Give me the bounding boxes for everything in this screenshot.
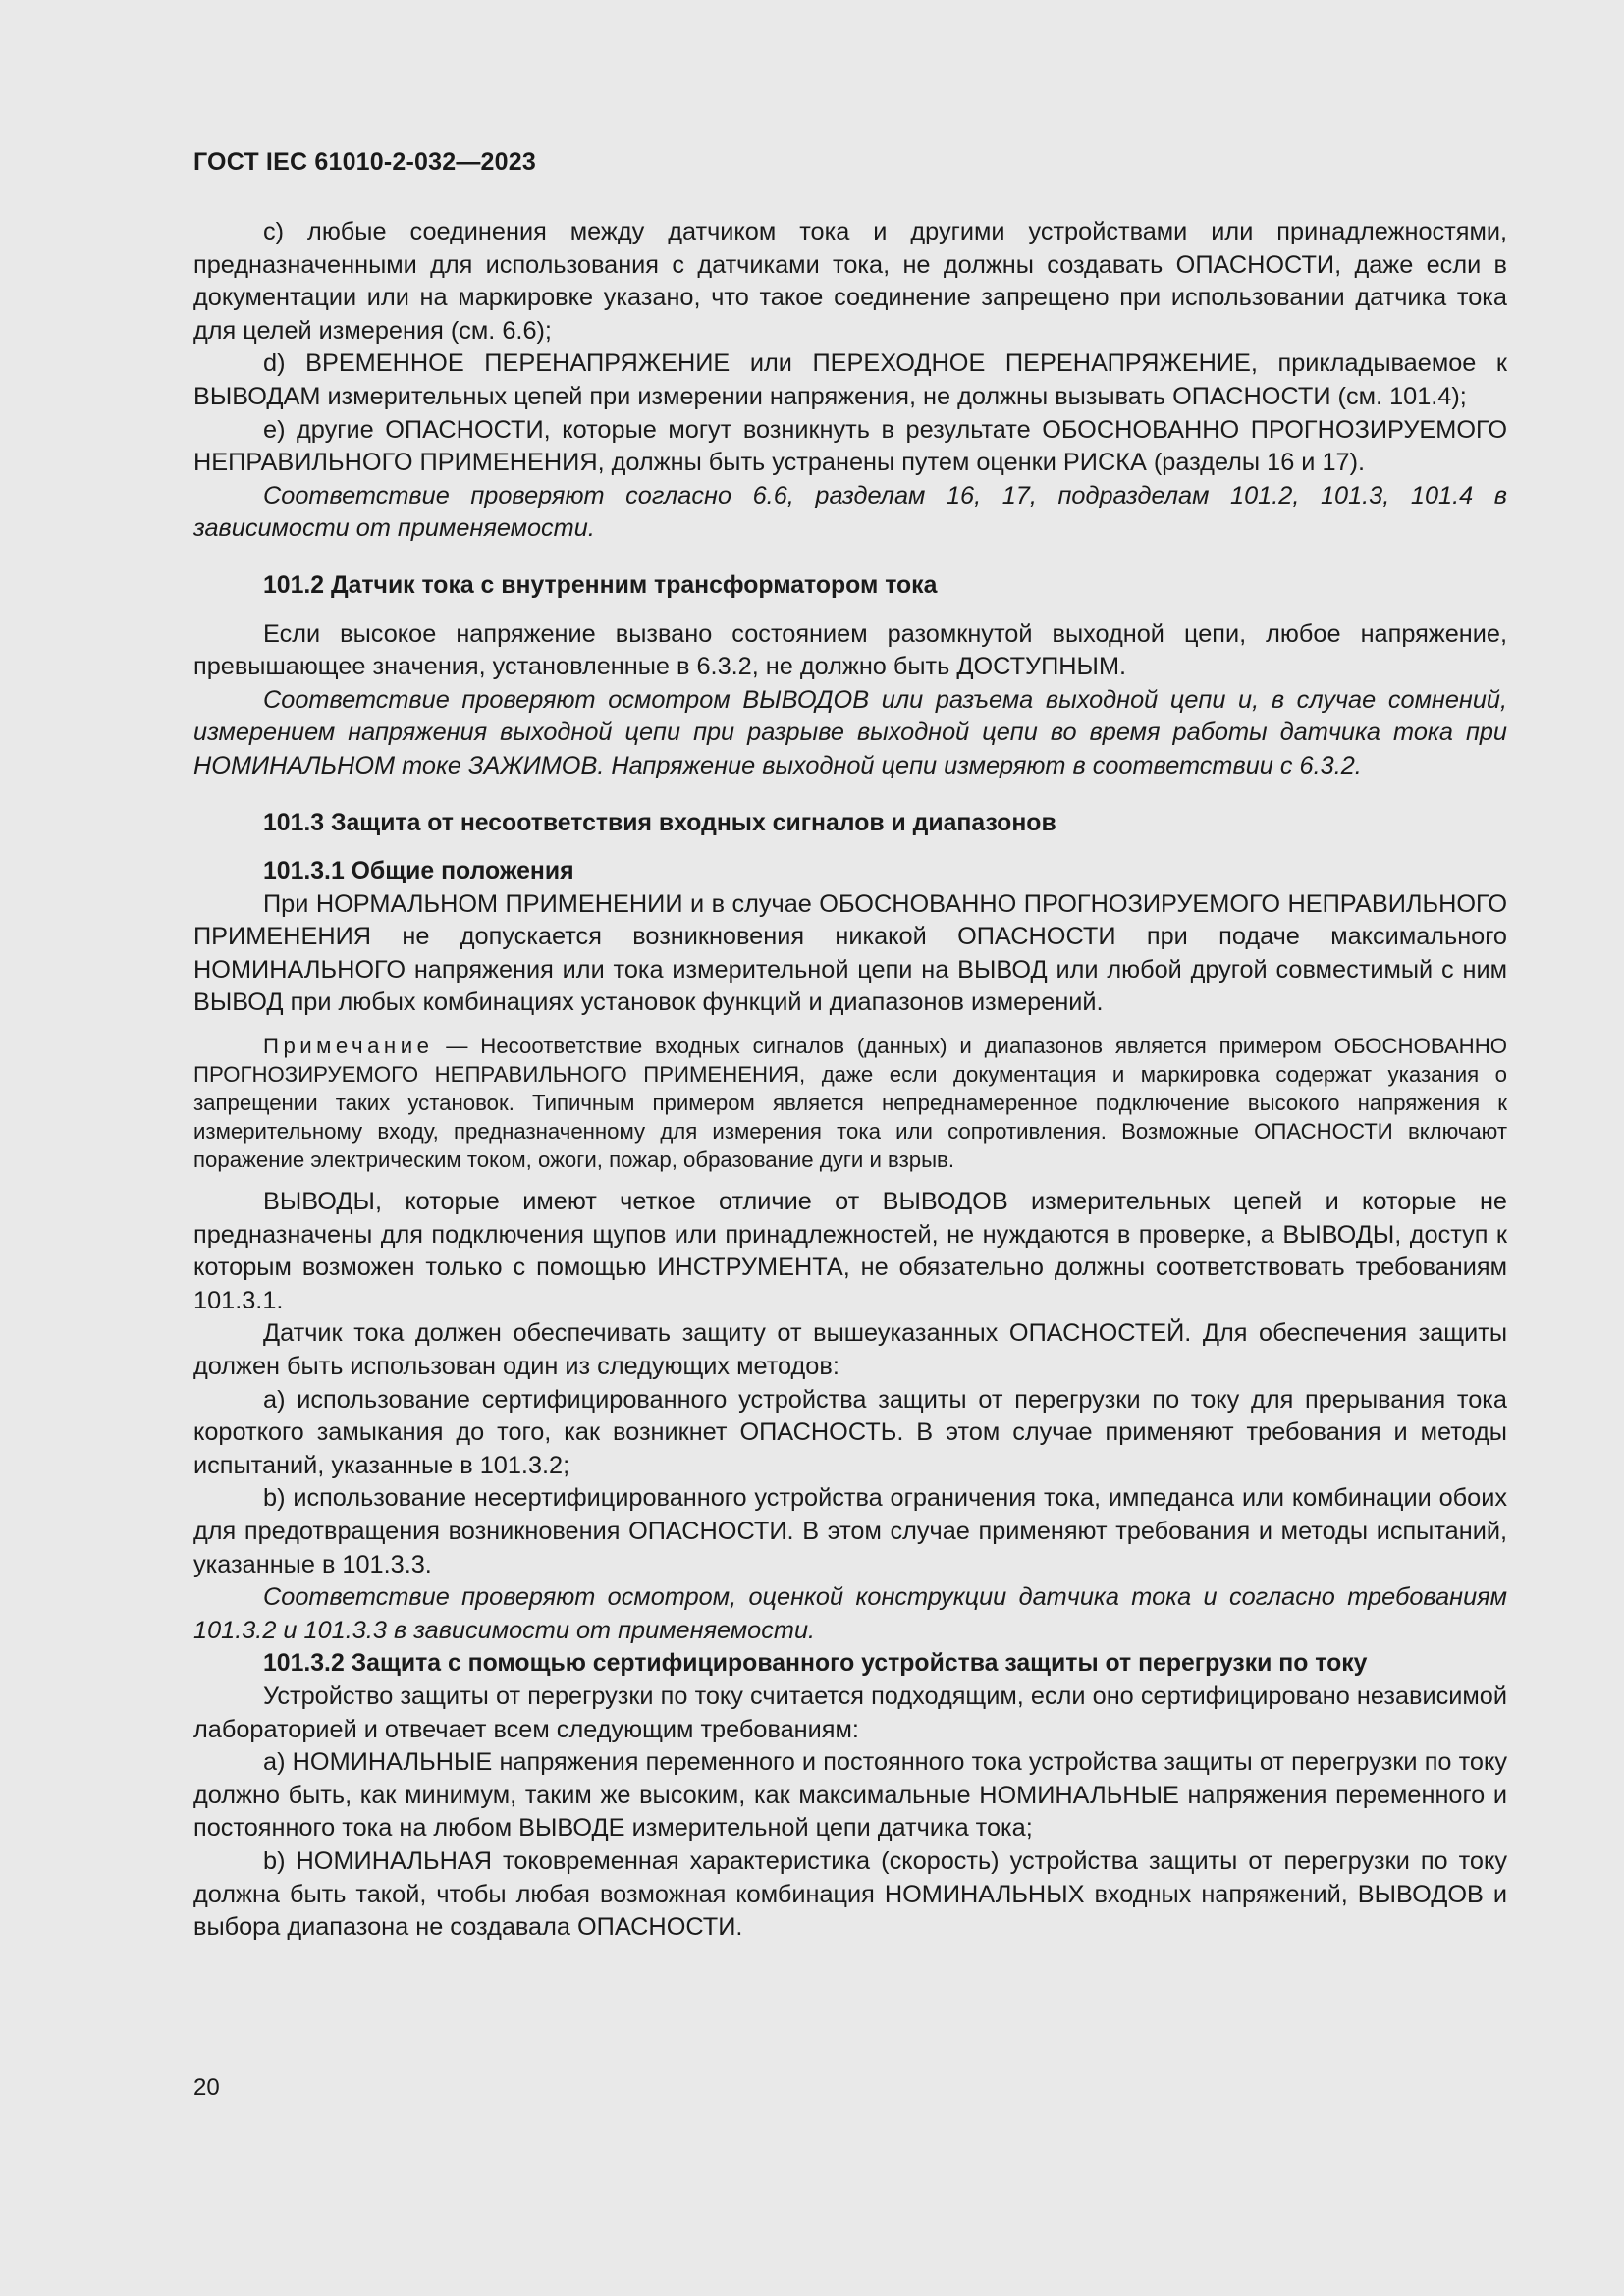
requirement-a: а) НОМИНАЛЬНЫЕ напряжения переменного и постоянного тока устройства защиты от перегрузки по току должно быть, как минимум, таким же высоким, как максимальные НОМИНАЛЬНЫЕ напряжения переменного и постоянного тока на любом ВЫВОДЕ измерительной цепи датчика тока; [193,1748,1507,1842]
compliance-note-3: Соответствие проверяют осмотром, оценкой конструкции датчика тока и согласно требованиям 101.3.2 и 101.3.3 в зависимости от применяемости. [193,1583,1507,1644]
note-label: Примечание [263,1034,434,1059]
item-c: с) любые соединения между датчиком тока и другими устройствами или принадлежностями, предназначенными для использования с датчиками тока, не должны создавать ОПАСНОСТИ, даже если в документации или на маркировке указано, что такое соединение запрещено при использовании датчика тока для целей измерения (см. 6.6); [193,218,1507,345]
paragraph-101-3-2: Устройство защиты от перегрузки по току считается подходящим, если оно сертифицировано независимой лабораторией и отвечает всем следующим требованиям: [193,1682,1507,1743]
requirement-b: b) НОМИНАЛЬНАЯ токовременная характеристика (скорость) устройства защиты от перегрузки по току должна быть такой, чтобы любая возможная комбинация НОМИНАЛЬНЫХ входных напряжений, ВЫВОДОВ и выбора диапазона не создавала ОПАСНОСТИ. [193,1846,1507,1942]
section-heading-101-3-2: 101.3.2 Защита с помощью сертифицированного устройства защиты от перегрузки по току [263,1650,1368,1678]
compliance-note-2: Соответствие проверяют осмотром ВЫВОДОВ или разъема выходной цепи и, в случае сомнений, измерением напряжения выходной цепи при разрыве выходной цепи во время работы датчика тока при НОМИНАЛЬНОМ токе ЗАЖИМОВ. Напряжение выходной цепи измеряют в соответствии с 6.3.2. [193,685,1507,779]
section-heading-101-3: 101.3 Защита от несоответствия входных сигналов и диапазонов [263,809,1056,836]
document-page [193,147,1507,1945]
paragraph-methods: Датчик тока должен обеспечивать защиту от вышеуказанных ОПАСНОСТЕЙ. Для обеспечения защиты должен быть использован один из следующих методов: [193,1319,1507,1381]
note-text: — Несоответствие входных сигналов (данных) и диапазонов является примером ОБОСНОВАННО ПРОГНОЗИРУЕМОГО НЕПРАВИЛЬНОГО ПРИМЕНЕНИЯ, даже если документация и маркировка содержат указания о запрещении таких установок. Типичным примером является непреднамеренное подключение высокого напряжения к измерительному входу, предназначенному для измерения тока или сопротивления. Возможные ОПАСНОСТИ включают поражение электрическим током, ожоги, пожар, образование дуги и взрыв. [193,1034,1507,1173]
compliance-note-1: Соответствие проверяют согласно 6.6, разделам 16, 17, подразделам 101.2, 101.3, 101.4 в зависимости от применяемости. [193,481,1507,543]
note-block [193,1032,1507,1174]
page-number: 20 [193,2074,220,2101]
paragraph-101-3-1: При НОРМАЛЬНОМ ПРИМЕНЕНИИ и в случае ОБОСНОВАННО ПРОГНОЗИРУЕМОГО НЕПРАВИЛЬНОГО ПРИМЕНЕНИЯ не допускается возникновения никакой ОПАСНОСТИ при подаче максимального НОМИНАЛЬНОГО напряжения или тока измерительной цепи на ВЫВОД или любой другой совместимый с ним ВЫВОД при любых комбинациях установок функций и диапазонов измерений. [193,889,1507,1017]
method-a: а) использование сертифицированного устройства защиты от перегрузки по току для прерывания тока короткого замыкания до того, как возникнет ОПАСНОСТЬ. В этом случае применяют требования и методы испытаний, указанные в 101.3.2; [193,1385,1507,1479]
item-d: d) ВРЕМЕННОЕ ПЕРЕНАПРЯЖЕНИЕ или ПЕРЕХОДНОЕ ПЕРЕНАПРЯЖЕНИЕ, прикладываемое к ВЫВОДАМ измерительных цепей при измерении напряжения, не должны вызывать ОПАСНОСТИ (см. 101.4); [193,349,1507,410]
method-b: b) использование несертифицированного устройства ограничения тока, импеданса или комбинации обоих для предотвращения возникновения ОПАСНОСТИ. В этом случае применяют требования и методы испытаний, указанные в 101.3.3. [193,1484,1507,1578]
standard-header: ГОСТ IEC 61010-2-032—2023 [193,148,536,176]
item-e: е) другие ОПАСНОСТИ, которые могут возникнуть в результате ОБОСНОВАННО ПРОГНОЗИРУЕМОГО НЕПРАВИЛЬНОГО ПРИМЕНЕНИЯ, должны быть устранены путем оценки РИСКА (разделы 16 и 17). [193,415,1507,477]
section-heading-101-3-1: 101.3.1 Общие положения [263,858,574,885]
paragraph-terminals: ВЫВОДЫ, которые имеют четкое отличие от ВЫВОДОВ измерительных цепей и которые не предназначены для подключения щупов или принадлежностей, не нуждаются в проверке, а ВЫВОДЫ, доступ к которым возможен только с помощью ИНСТРУМЕНТА, не обязательно должны соответствовать требованиям 101.3.1. [193,1188,1507,1314]
paragraph-101-2: Если высокое напряжение вызвано состоянием разомкнутой выходной цепи, любое напряжение, превышающее значения, установленные в 6.3.2, не должно быть ДОСТУПНЫМ. [193,619,1507,681]
section-heading-101-2: 101.2 Датчик тока с внутренним трансформатором тока [263,571,938,599]
